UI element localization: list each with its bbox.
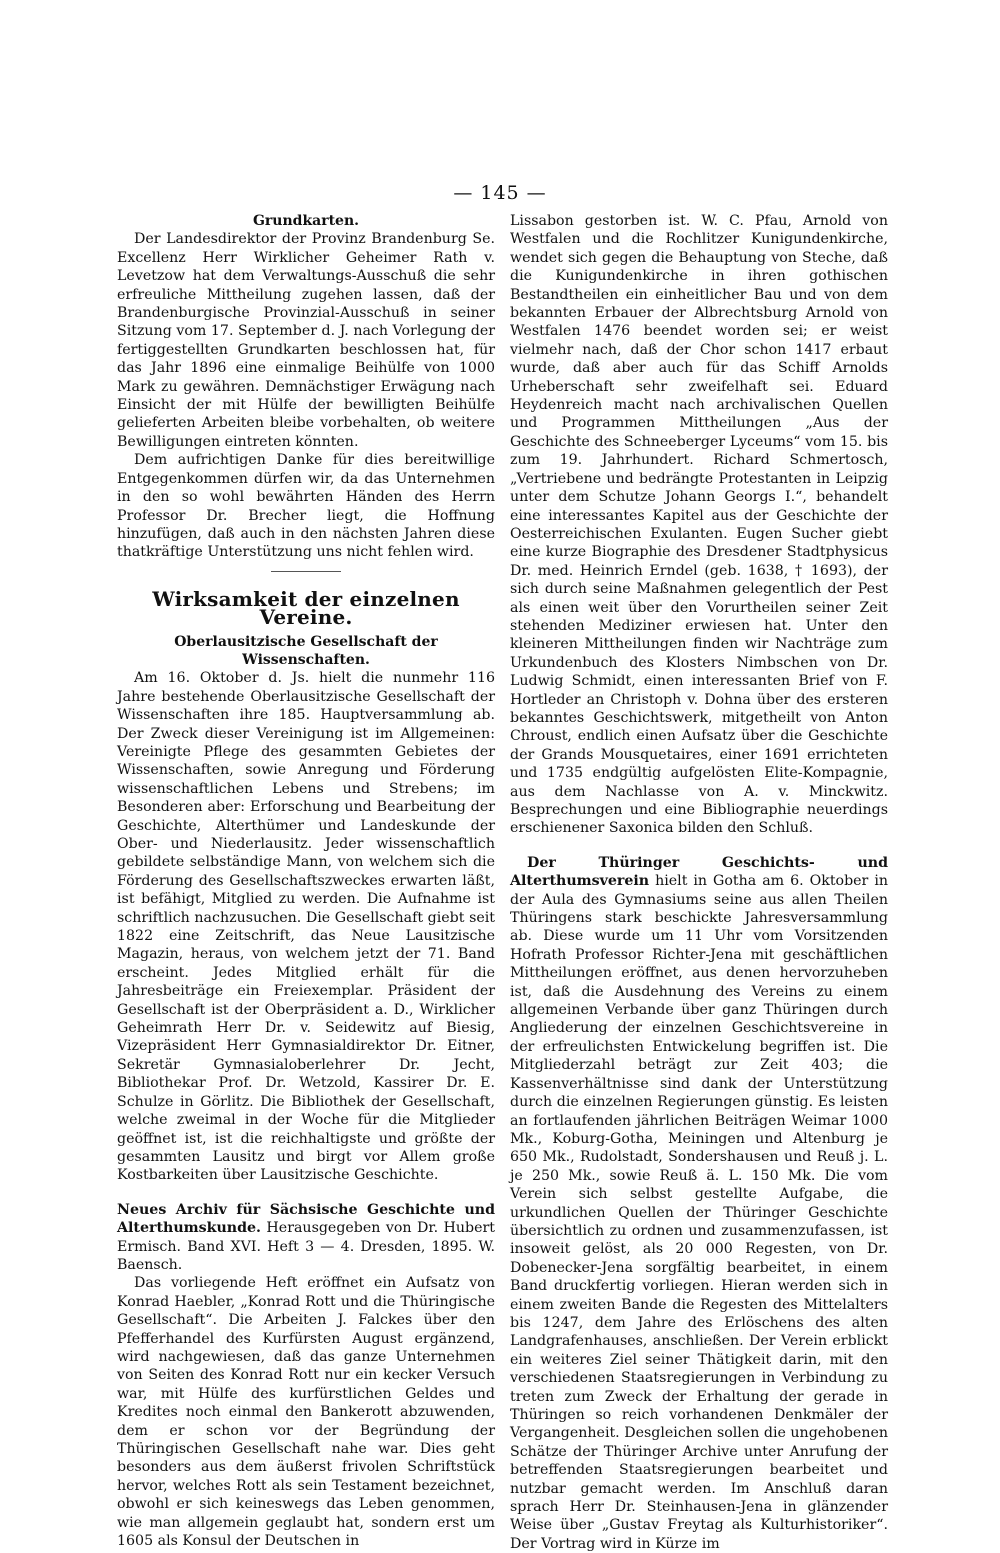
page-number: — 145 — (453, 182, 547, 204)
neues-archiv-meta: Herausgegeben von Dr. Hubert Ermisch. Band XVI. Heft 3 — 4. Dresden, 1895. W. Baensch. (117, 1220, 495, 1273)
entry-thueringer-verein (510, 854, 888, 1553)
heading-thueringer-verein: Der Thüringer Geschichts- und Alterthumsverein (510, 854, 888, 890)
heading-grundkarten: Grundkarten. (252, 213, 360, 229)
paragraph-neues-archiv-continued: Lissabon gestorben ist. W. C. Pfau, Arnold von Westfalen und die Rochlitzer Kunigundenkirche, wendet sich gegen die Behauptung von Steche, daß die Kunigundenkirche in ihren gothischen Bestandtheilen ein einheitlicher Bau und von dem bekannten Erbauer der Albrechtsburg Arnold von Westfalen 1476 beendet worden sei; er weist vielmehr nach, daß der Chor schon 1417 erbaut wurde, daß aber auch für das Schiff Arnolds Urheberschaft sehr zweifelhaft sei. Eduard Heydenreich macht nach archivalischen Quellen und Programmen Mittheilungen „Aus der Geschichte des Schneeberger Lyceums“ vom 15. bis zum 19. Jahrhundert. Richard Schmertosch, „Vertriebene und bedrängte Protestanten in Leipzig unter dem Schutze Johann Georgs I.“, behandelt eine interessantes Kapitel aus der Geschichte der Oesterreichischen Exulanten. Eugen Sucher giebt eine kurze Biographie des Dresdener Stadtphysicus Dr. med. Heinrich Erndel (geb. 1638, † 1693), der sich durch seine Maßnahmen gelegentlich der Pest als einen weit über den Vorurtheilen seiner Zeit stehenden Mediziner erwiesen hat. Unter den kleineren Mittheilungen finden wir Nachträge zum Urkundenbuch des Klosters Nimbschen von Dr. Ludwig Schmidt, einen interessanten Brief von F. Hortleder an Christoph v. Dohna über des ersteren bekanntes Geschichtswerk, mitgetheilt von Anton Chroust, endlich einen Aufsatz über die Geschichte der Grands Mousquetaires, einer 1691 errichteten und 1735 endgültig aufgelösten Elite-Kompagnie, aus dem Nachlasse von A. v. Minckwitz. Besprechungen und eine Bibliographie neuerdings erschienener Saxonica bilden den Schluß. (510, 213, 888, 837)
heading-oberlausitz: Oberlausitzische Gesellschaft der Wissenschaften. (174, 633, 438, 668)
paragraph-thueringer-verein: hielt in Gotha am 6. Oktober in der Aula des Gymnasiums seine aus allen Theilen Thüringens stark beschickte Jahresversammlung ab. Diese wurde um 11 Uhr vom Vorsitzenden Hofrath Professor Richter-Jena mit geschäftlichen Mittheilungen eröffnet, aus denen hervorzuheben ist, daß die Ausdehnung des Vereins zu einem allgemeinen Verbande über ganz Thüringen durch Angliederung der einzelnen Geschichtsvereine in der erfreulichsten Entwickelung begriffen ist. Die Mitgliederzahl beträgt zur Zeit 403; die Kassenverhältnisse sind dank der Unterstützung durch die einzelnen Regierungen günstig. Es leisten an fortlaufenden jährlichen Beiträgen Weimar 1000 Mk., Koburg-Gotha, Meiningen und Altenburg je 650 Mk., Rudolstadt, Sondershausen und Reuß j. L. je 250 Mk., sowie Reuß ä. L. 150 Mk. Die vom Verein sich selbst gestellte Aufgabe, die urkundlichen Quellen der Thüringer Geschichte übersichtlich zu ordnen und zusammenzufassen, ist insoweit gelöst, als 20 000 Regesten, von Dr. Dobenecker-Jena sorgfältig bearbeitet, in einem Band druckfertig vorliegen. Hieran werden sich in einem zweiten Bande die Regesten des Mittelalters bis 1247, dem Jahre des Erlöschens des alten Landgrafenhauses, anschließen. Der Verein erblickt ein weiteres Ziel seiner Thätigkeit darin, mit den verschiedenen Staatsregierungen in Verbindung zu treten zum Zweck der Erhaltung der gerade in Thüringen so reich vorhandenen Denkmäler der Vergangenheit. Desgleichen sollen die ungehobenen Schätze der Thüringer Archive unter Anrufung der betreffenden Staatsregierungen bearbeitet und nutzbar gemacht werden. Im Anschluß daran sprach Herr Dr. Steinhausen-Jena in glänzender Weise über „Gustav Freytag als Kulturhistoriker“. Der Vortrag wird in Kürze im (510, 873, 888, 1552)
divider-rule (271, 571, 341, 572)
heading-neues-archiv: Neues Archiv für Sächsische Geschichte und Alterthumskunde. (117, 1201, 495, 1237)
paragraph-grundkarten-1: Der Landesdirektor der Provinz Brandenburg Se. Excellenz Herr Wirklicher Geheimer Rath v. Levetzow hat dem Verwaltungs-Ausschuß die sehr erfreuliche Mittheilung zugehen lassen, daß der Brandenburgische Provinzial-Ausschuß in seiner Sitzung vom 17. September d. J. nach Vorlegung der fertiggestellten Grundkarten beschlossen hat, für das Jahr 1896 eine einmalige Beihülfe von 1000 Mark zu gewähren. Demnächstiger Erwägung nach Einsicht der mit Hülfe der bewilligten Beihülfe gelieferten Arbeiten bleibe vorbehalten, ob weitere Bewilligungen eintreten könnten. (117, 231, 495, 450)
paragraph-neues-archiv: Das vorliegende Heft eröffnet ein Aufsatz von Konrad Haebler, „Konrad Rott und die Thüringische Gesellschaft“. Die Arbeiten J. Falckes über den Pfefferhandel des Kurfürsten August ergänzend, wird nachgewiesen, daß das ganze Unternehmen von Seiten des Konrad Rott nur ein kecker Versuch war, mit Hülfe des kurfürstlichen Geldes und Kredites noch einmal den Bankerott abzuwenden, dem er schon vor der Begründung der Thüringischen Gesellschaft nahe war. Dies geht besonders aus dem äußerst frivolen Schriftstück hervor, welches Rott als sein Testament bezeichnet, obwohl er sich keineswegs das Leben genommen, wie man allgemein geglaubt hat, sondern erst um 1605 als Konsul der Deutschen in (117, 1275, 495, 1550)
section-heading-vereine: Wirksamkeit der einzelnen Vereine. (152, 586, 460, 630)
paragraph-grundkarten-2: Dem aufrichtigen Danke für dies bereitwillige Entgegenkommen dürfen wir, da das Unternehmen in den so wohl bewährten Händen des Herrn Professor Dr. Brecher liegt, die Hoffnung hinzufügen, daß auch in den nächsten Jahren diese thatkräftige Unterstützung uns nicht fehlen wird. (117, 452, 495, 561)
left-column (117, 212, 495, 1550)
entry-neues-archiv (117, 1201, 495, 1275)
paragraph-oberlausitz: Am 16. Oktober d. Js. hielt die nunmehr 116 Jahre bestehende Oberlausitzische Gesellschaft der Wissenschaften ihre 185. Hauptversammlung ab. Der Zweck dieser Vereinigung ist im Allgemeinen: Vereinigte Pflege des gesammten Gebietes der Wissenschaften, sowie Anregung und Förderung wissenschaftlichen Lebens und Strebens; im Besonderen aber: Erforschung und Bearbeitung der Geschichte, Alterthümer und Landeskunde der Ober- und Niederlausitz. Jeder wissenschaftlich gebildete selbständige Mann, von welchem sich die Förderung des Gesellschaftszweckes erwarten läßt, ist befähigt, Mitglied zu werden. Die Aufnahme ist schriftlich nachzusuchen. Die Gesellschaft giebt seit 1822 eine Zeitschrift, das Neue Lausitzische Magazin, heraus, von welchem jetzt der 71. Band erscheint. Jedes Mitglied erhält für die Jahresbeiträge ein Freiexemplar. Präsident der Gesellschaft ist der Oberpräsident a. D., Wirklicher Geheimrath Herr Dr. v. Seidewitz auf Biesig, Vizepräsident Herr Gymnasialdirektor Dr. Eitner, Sekretär Gymnasialoberlehrer Dr. Jecht, Bibliothekar Prof. Dr. Wetzold, Kassirer Dr. E. Schulze in Görlitz. Die Bibliothek der Gesellschaft, welche zweimal in der Woche für die Mitglieder geöffnet ist, ist die reichhaltigste und größte der gesammten Lausitz und birgt vor Allem große Kostbarkeiten über Lausitzische Geschichte. (117, 670, 495, 1184)
right-column (510, 212, 888, 1553)
